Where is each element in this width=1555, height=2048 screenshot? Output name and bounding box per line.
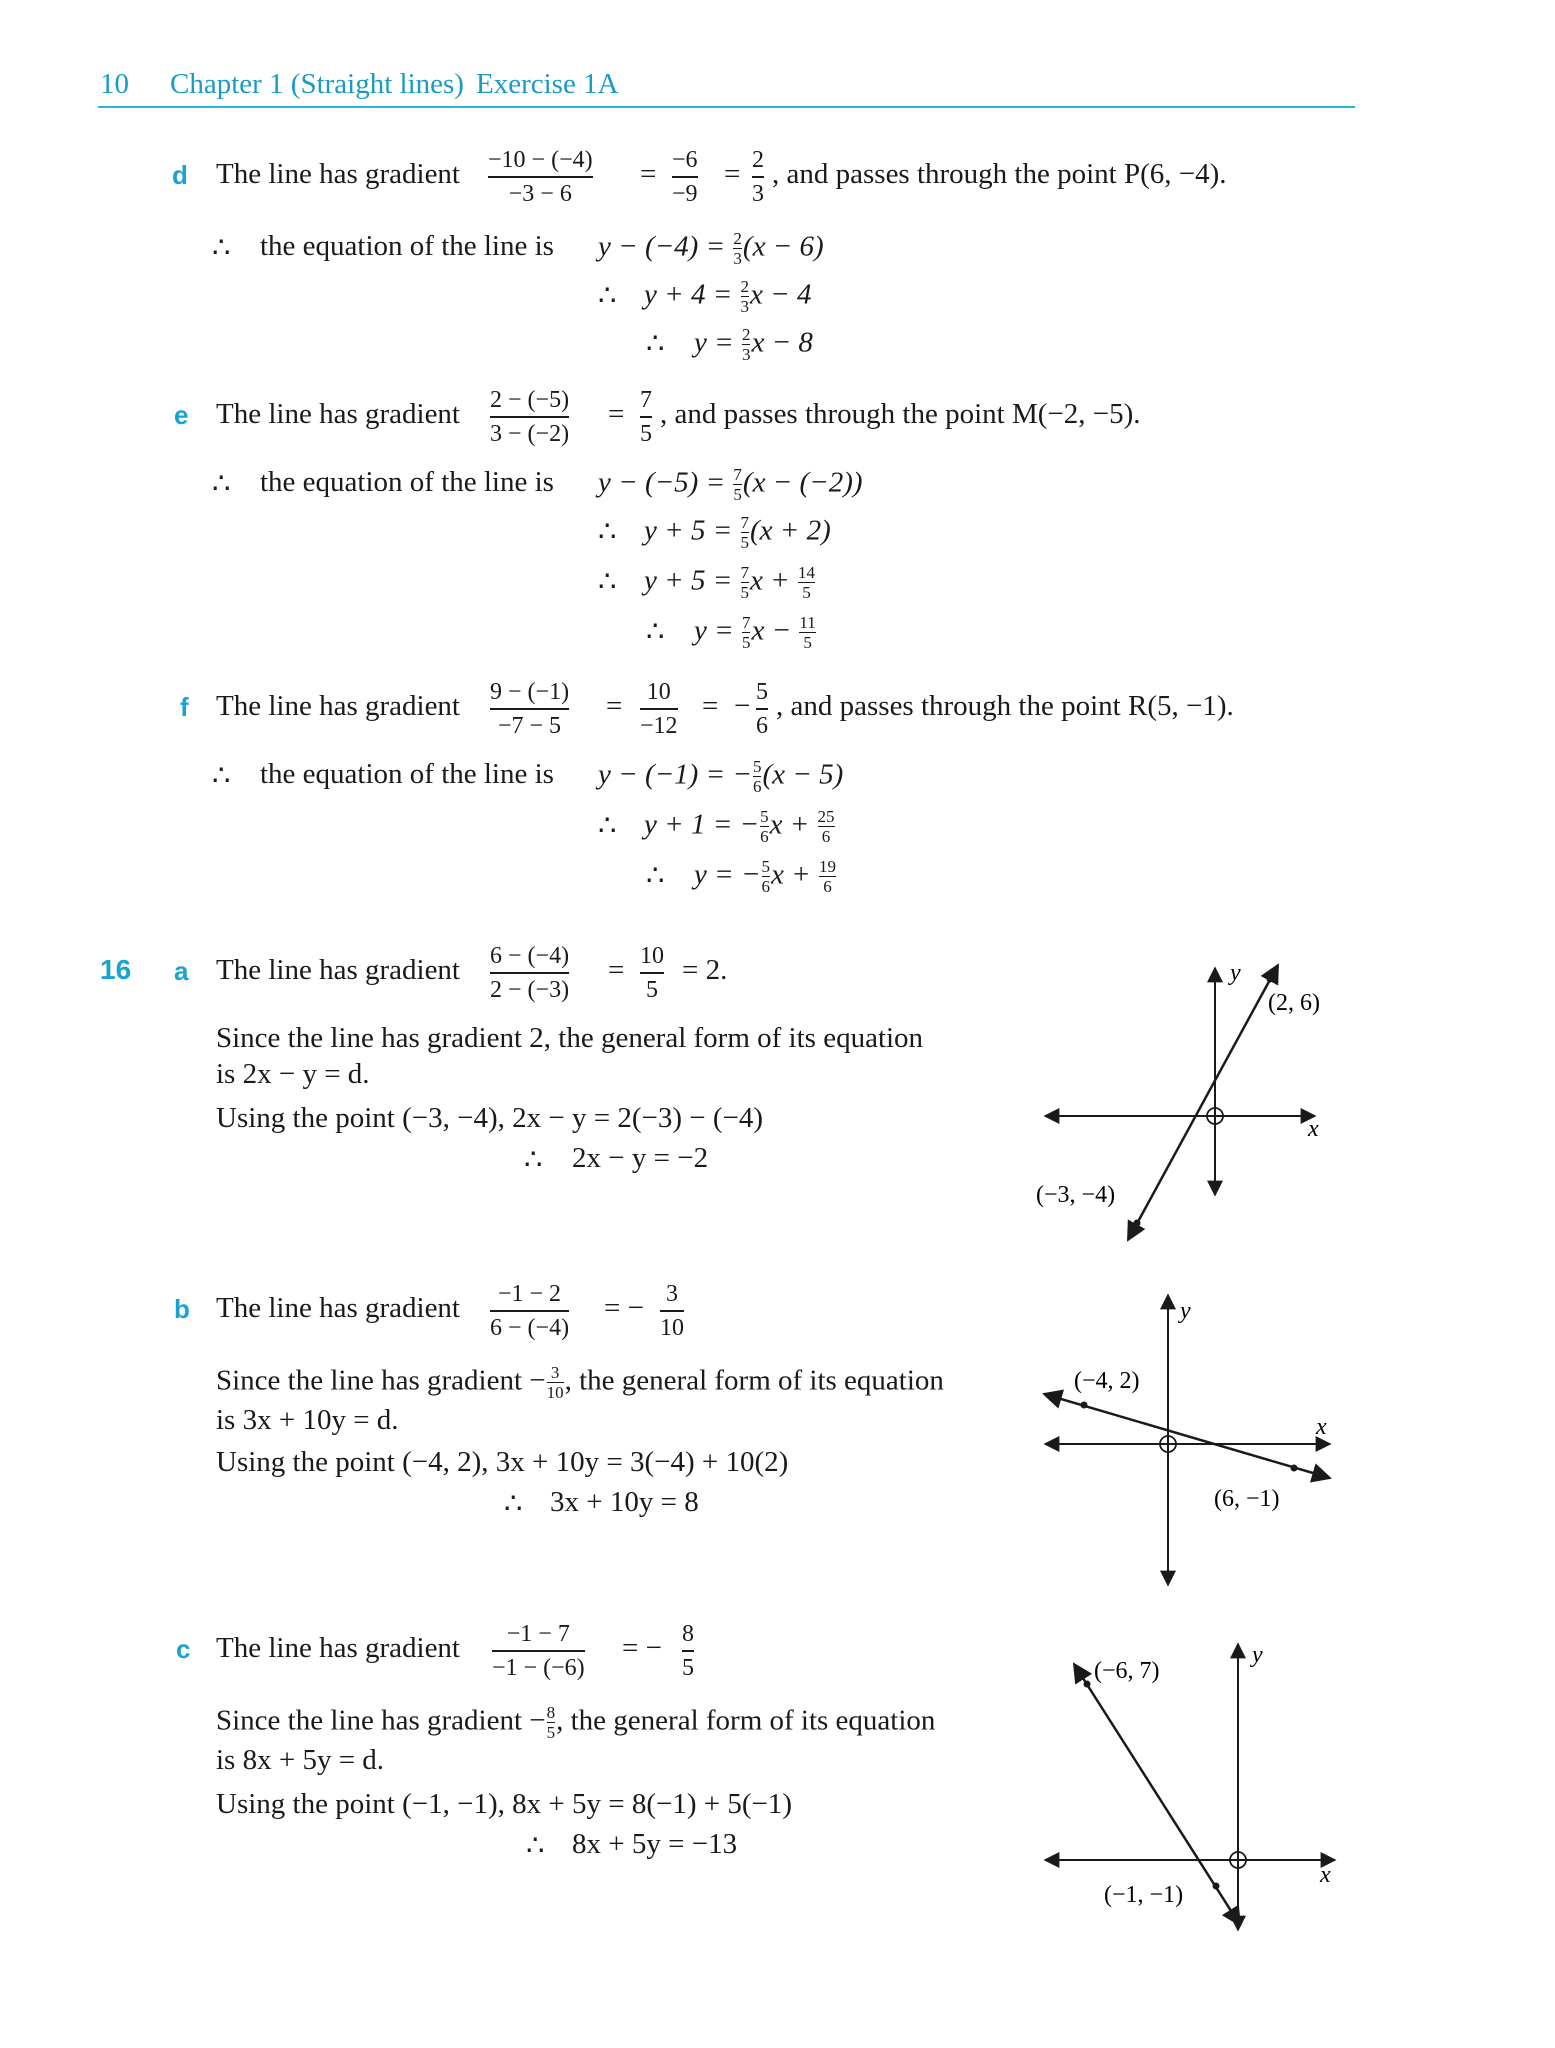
denominator: 5 (682, 1654, 694, 1681)
x-axis-label: x (1308, 1116, 1319, 1142)
denominator: 6 (761, 877, 771, 897)
denominator: 6 (821, 827, 831, 847)
question-number: 16 (100, 954, 132, 985)
part-d-step-3 (694, 326, 813, 363)
numerator: 14 (797, 563, 815, 582)
therefore-symbol: ∴ (504, 1488, 523, 1520)
part-f-label: f (180, 692, 189, 722)
therefore-symbol: ∴ (598, 516, 617, 548)
therefore-symbol: ∴ (212, 232, 231, 264)
part-e-label: e (174, 400, 189, 430)
denominator: 5 (802, 583, 811, 603)
q16b-label: b (174, 1294, 190, 1324)
point-marker (1134, 1220, 1141, 1227)
numerator: 5 (756, 679, 768, 705)
q16c-line-4: 8x + 5y = −13 (572, 1828, 738, 1860)
q16a-intro: The line has gradient (216, 954, 460, 986)
expr: (x − 6) (742, 230, 824, 263)
expr: y − (−5) = (598, 466, 733, 499)
numerator: 25 (817, 807, 835, 826)
q16a-line-3: Using the point (−3, −4), 2x − y = 2(−3) − (−4) (216, 1102, 764, 1134)
q16b-equals-neg: = − (604, 1292, 644, 1324)
denominator: 3 (741, 345, 751, 365)
numerator: 9 − (−1) (490, 679, 570, 705)
expr: y = − (694, 858, 761, 891)
q16c-graph (1030, 1620, 1360, 1940)
numerator: 6 − (−4) (490, 943, 570, 969)
denominator: 5 (741, 633, 751, 653)
numerator: 11 (799, 613, 816, 632)
q16c-equals-neg: = − (622, 1632, 662, 1664)
denominator: 3 − (−2) (490, 420, 570, 447)
denominator: 3 (752, 180, 764, 207)
x-axis-label: x (1316, 1414, 1327, 1440)
point-label-top: (−6, 7) (1094, 1658, 1160, 1684)
x-axis-label: x (1320, 1862, 1331, 1888)
part-f-step-3 (694, 858, 837, 895)
q16a-tail: = 2. (682, 954, 728, 986)
q16a-fraction-1 (490, 942, 569, 1004)
point-label-right: (6, −1) (1214, 1486, 1280, 1512)
part-d-fraction-3 (752, 146, 764, 208)
denominator: 10 (660, 1314, 684, 1341)
denominator: 5 (646, 976, 658, 1003)
text: , the general form of its equation (564, 1364, 944, 1397)
therefore-symbol: ∴ (646, 328, 665, 360)
y-axis-label: y (1180, 1298, 1191, 1324)
q16b-fraction-2 (660, 1280, 684, 1342)
equals-sign: = (702, 690, 719, 722)
denominator: 5 (803, 633, 812, 653)
minus-sign: − (734, 690, 751, 722)
text: Since the line has gradient − (216, 1364, 546, 1397)
header-rule (98, 106, 1355, 108)
page-number: 10 (100, 68, 129, 100)
chapter-title: Chapter 1 (Straight lines) (170, 68, 464, 100)
point-marker (1084, 1681, 1091, 1688)
numerator: 2 (752, 147, 764, 173)
expr: y − (−1) = − (598, 758, 752, 791)
point-marker (1081, 1402, 1088, 1409)
numerator: 3 (666, 1281, 678, 1307)
equals-sign: = (724, 158, 741, 190)
numerator: −1 − 2 (497, 1281, 562, 1307)
denominator: 6 (823, 877, 832, 897)
q16c-label: c (176, 1634, 191, 1664)
expr: (x + 2) (750, 514, 831, 547)
numerator: 8 (682, 1621, 694, 1647)
part-f-intro: The line has gradient (216, 690, 460, 722)
part-d-fraction-2 (672, 146, 698, 208)
part-d-fraction-1 (488, 146, 593, 208)
expr: (x − 5) (762, 758, 844, 791)
q16c-line-1 (216, 1704, 935, 1741)
denominator: 6 (760, 827, 769, 847)
numerator: 5 (761, 857, 771, 876)
numerator: 7 (733, 465, 742, 484)
expr: x + (750, 564, 797, 597)
point-label-bottom: (−1, −1) (1104, 1882, 1184, 1908)
q16a-fraction-2 (640, 942, 664, 1004)
q16b-graph (1030, 1280, 1360, 1600)
point-marker (1213, 1883, 1220, 1890)
y-axis-label: y (1230, 960, 1241, 986)
q16c-fraction-2 (682, 1620, 694, 1682)
part-e-therefore-text: the equation of the line is (260, 466, 554, 498)
exercise-title: Exercise 1A (476, 68, 619, 100)
q16a-line-1: Since the line has gradient 2, the general form of its equation (216, 1022, 924, 1054)
numerator: −10 − (−4) (488, 147, 593, 173)
expr: y + 1 = − (644, 808, 760, 841)
part-d-tail: , and passes through the point P(6, −4). (772, 158, 1227, 190)
part-d-step-2 (644, 278, 811, 315)
point-label-top: (2, 6) (1268, 990, 1320, 1016)
q16c-fraction-1 (492, 1620, 585, 1682)
part-e-step-1 (598, 466, 863, 503)
part-f-fraction-3 (756, 678, 768, 740)
equals-sign: = (608, 398, 625, 430)
q16b-line-3: Using the point (−4, 2), 3x + 10y = 3(−4) + 10(2) (216, 1446, 789, 1478)
numerator: 7 (640, 387, 652, 413)
part-d-label: d (172, 160, 188, 190)
q16a-graph (1030, 950, 1360, 1250)
numerator: 5 (752, 757, 762, 776)
text: Since the line has gradient − (216, 1704, 546, 1737)
denominator: 6 (756, 712, 768, 739)
numerator: 2 − (−5) (490, 387, 570, 413)
therefore-symbol: ∴ (646, 616, 665, 648)
denominator: 3 (740, 297, 750, 317)
text: , the general form of its equation (556, 1704, 936, 1737)
point-marker (1267, 976, 1274, 983)
denominator: 5 (546, 1723, 556, 1743)
expr: y + 5 = (644, 564, 740, 597)
expr: x + (771, 858, 818, 891)
therefore-symbol: ∴ (526, 1830, 545, 1862)
numerator: 2 (740, 277, 750, 296)
expr: y = (694, 614, 741, 647)
q16c-intro: The line has gradient (216, 1632, 460, 1664)
q16b-intro: The line has gradient (216, 1292, 460, 1324)
part-e-fraction-2 (640, 386, 652, 448)
part-f-fraction-2 (640, 678, 678, 740)
denominator: 5 (733, 485, 742, 505)
expr: x − 8 (751, 326, 813, 359)
denominator: 2 − (−3) (490, 976, 570, 1003)
numerator: −1 − 7 (506, 1621, 570, 1647)
numerator: 2 (733, 229, 742, 248)
therefore-symbol: ∴ (524, 1144, 543, 1176)
therefore-symbol: ∴ (598, 280, 617, 312)
denominator: −3 − 6 (508, 180, 572, 207)
part-e-tail: , and passes through the point M(−2, −5). (660, 398, 1141, 430)
denominator: 6 − (−4) (490, 1314, 570, 1341)
q16c-line-3: Using the point (−1, −1), 8x + 5y = 8(−1) + 5(−1) (216, 1788, 793, 1820)
expr: x − (751, 614, 799, 647)
part-d-therefore-text: the equation of the line is (260, 230, 554, 262)
denominator: 5 (740, 583, 750, 603)
denominator: −1 − (−6) (492, 1654, 585, 1681)
graph-line (1128, 965, 1278, 1240)
denominator: 5 (740, 533, 750, 553)
part-f-step-1 (598, 758, 843, 795)
numerator: 10 (640, 943, 664, 969)
part-f-therefore-text: the equation of the line is (260, 758, 554, 790)
denominator: −7 − 5 (497, 712, 562, 739)
part-d-step-1 (598, 230, 824, 267)
expr: y = (694, 326, 741, 359)
numerator: 8 (546, 1703, 556, 1722)
therefore-symbol: ∴ (646, 860, 665, 892)
numerator: 3 (550, 1363, 560, 1382)
q16b-line-1 (216, 1364, 944, 1401)
denominator: −9 (672, 180, 698, 207)
equals-sign: = (640, 158, 657, 190)
numerator: 7 (740, 513, 750, 532)
numerator: 10 (646, 679, 671, 705)
expr: (x − (−2)) (742, 466, 863, 499)
expr: y − (−4) = (598, 230, 733, 263)
point-label-bottom: (−3, −4) (1036, 1182, 1116, 1208)
therefore-symbol: ∴ (212, 760, 231, 792)
q16a-line-2: is 2x − y = d. (216, 1058, 370, 1090)
denominator: −12 (640, 712, 678, 739)
part-d-intro: The line has gradient (216, 158, 460, 190)
numerator: 2 (741, 325, 751, 344)
therefore-symbol: ∴ (598, 566, 617, 598)
q16b-fraction-1 (490, 1280, 569, 1342)
numerator: 5 (760, 807, 769, 826)
equals-sign: = (606, 690, 623, 722)
part-e-fraction-1 (490, 386, 569, 448)
part-e-step-4 (694, 614, 817, 651)
q16a-line-4: 2x − y = −2 (572, 1142, 709, 1174)
expr: x + (769, 808, 817, 841)
denominator: 3 (733, 249, 742, 269)
expr: y + 4 = (644, 278, 740, 311)
therefore-symbol: ∴ (212, 468, 231, 500)
numerator: −6 (672, 147, 698, 173)
denominator: 6 (752, 777, 762, 797)
q16b-line-2: is 3x + 10y = d. (216, 1404, 399, 1436)
point-marker (1291, 1465, 1298, 1472)
numerator: 7 (740, 563, 750, 582)
part-e-step-3 (644, 564, 816, 601)
part-e-step-2 (644, 514, 831, 551)
q16a-label: a (174, 956, 189, 986)
expr: y + 5 = (644, 514, 740, 547)
q16c-line-2: is 8x + 5y = d. (216, 1744, 385, 1776)
equals-sign: = (608, 954, 625, 986)
denominator: 5 (640, 420, 652, 447)
numerator: 19 (818, 857, 836, 876)
part-e-intro: The line has gradient (216, 398, 460, 430)
part-f-fraction-1 (490, 678, 569, 740)
part-f-step-2 (644, 808, 836, 845)
expr: x − 4 (750, 278, 812, 311)
numerator: 7 (741, 613, 751, 632)
point-label-left: (−4, 2) (1074, 1368, 1140, 1394)
q16b-line-4: 3x + 10y = 8 (550, 1486, 699, 1518)
part-f-tail: , and passes through the point R(5, −1). (776, 690, 1234, 722)
therefore-symbol: ∴ (598, 810, 617, 842)
denominator: 10 (546, 1383, 564, 1403)
y-axis-label: y (1252, 1642, 1263, 1668)
